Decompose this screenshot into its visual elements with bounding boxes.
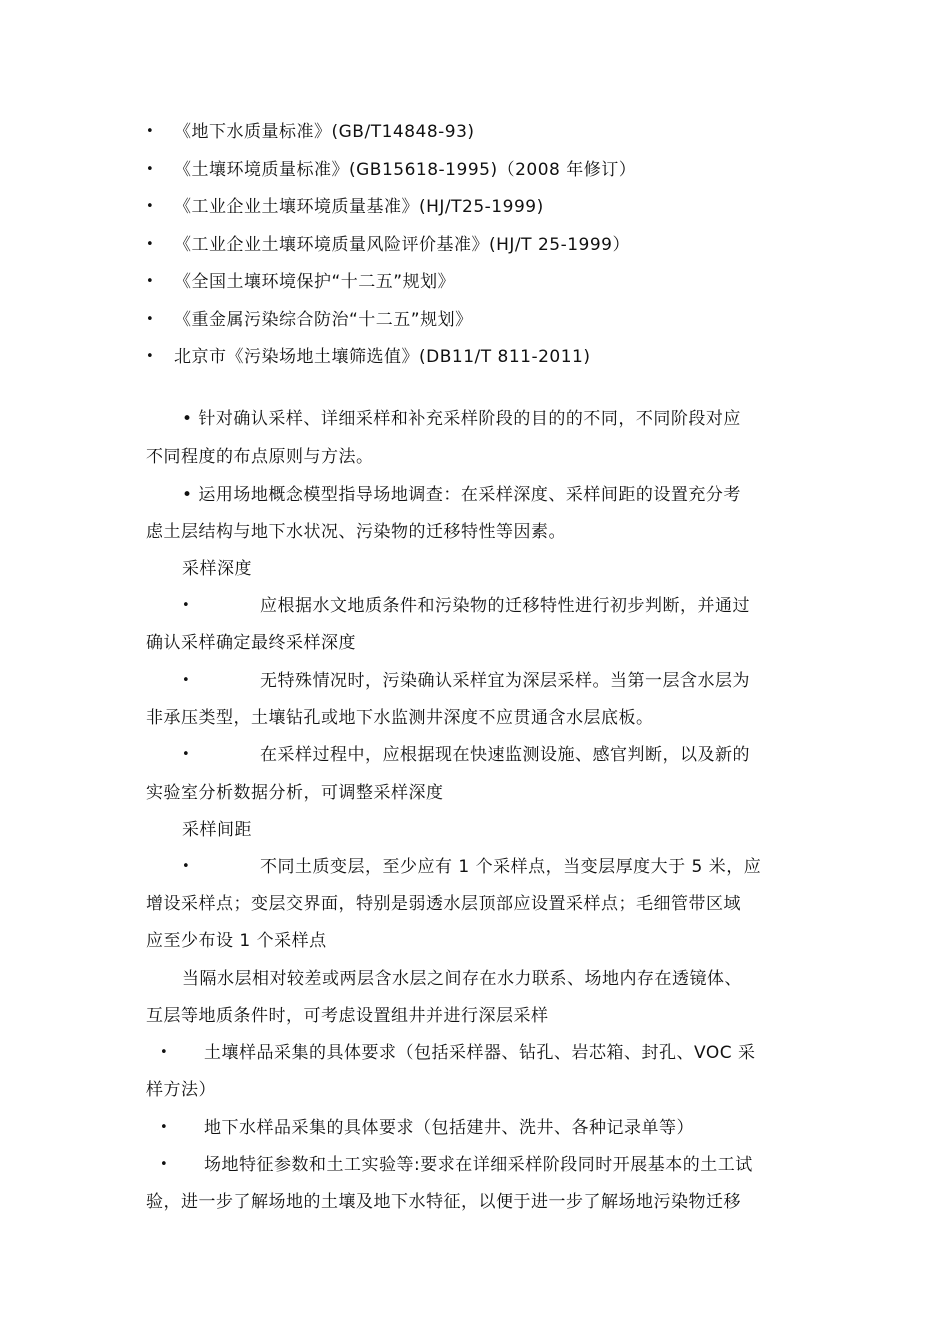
- paragraph-line: 应至少布设 1 个采样点: [146, 931, 327, 951]
- paragraph-line: 验，进一步了解场地的土壤及地下水特征，以便于进一步了解场地污染物迁移: [146, 1192, 741, 1212]
- req-bullet: •: [160, 1120, 168, 1135]
- ref-bullet: •: [146, 349, 154, 364]
- ref-bullet: •: [146, 162, 154, 177]
- paragraph-line: 增设采样点；变层交界面，特别是弱透水层顶部应设置采样点；毛细管带区域: [146, 894, 741, 914]
- req-bullet: •: [160, 1045, 168, 1060]
- depth-bullet: •: [182, 747, 190, 762]
- paragraph-line: • 针对确认采样、详细采样和补充采样阶段的目的的不同，不同阶段对应: [182, 409, 741, 429]
- ref-item: 北京市《污染场地土壤筛选值》(DB11/T 811-2011): [174, 347, 591, 367]
- paragraph-line: 当隔水层相对较差或两层含水层之间存在水力联系、场地内存在透镜体、: [182, 969, 742, 989]
- paragraph-line: 地下水样品采集的具体要求（包括建井、洗井、各种记录单等）: [204, 1118, 694, 1138]
- paragraph-line: • 运用场地概念模型指导场地调查：在采样深度、采样间距的设置充分考: [182, 485, 741, 505]
- ref-item: 《地下水质量标准》(GB/T14848-93): [174, 122, 475, 142]
- ref-bullet: •: [146, 312, 154, 327]
- paragraph-line: 确认采样确定最终采样深度: [146, 633, 356, 653]
- paragraph-line: 不同程度的布点原则与方法。: [146, 447, 374, 467]
- section-heading-depth: 采样深度: [182, 559, 252, 579]
- ref-item: 《全国土壤环境保护“十二五”规划》: [174, 272, 456, 292]
- paragraph-line: 在采样过程中，应根据现在快速监测设施、感官判断，以及新的: [260, 745, 750, 765]
- paragraph-line: 互层等地质条件时，可考虑设置组井并进行深层采样: [146, 1006, 549, 1026]
- paragraph-line: 无特殊情况时，污染确认采样宜为深层采样。当第一层含水层为: [260, 671, 750, 691]
- depth-bullet: •: [182, 598, 190, 613]
- paragraph-line: 虑土层结构与地下水状况、污染物的迁移特性等因素。: [146, 522, 566, 542]
- ref-bullet: •: [146, 237, 154, 252]
- paragraph-line: 非承压类型，土壤钻孔或地下水监测井深度不应贯通含水层底板。: [146, 708, 654, 728]
- section-heading-spacing: 采样间距: [182, 820, 252, 840]
- paragraph-line: 实验室分析数据分析，可调整采样深度: [146, 783, 444, 803]
- ref-item: 《土壤环境质量标准》(GB15618-1995)（2008 年修订）: [174, 160, 637, 180]
- ref-item: 《工业企业土壤环境质量风险评价基准》(HJ/T 25-1999）: [174, 235, 630, 255]
- paragraph-line: 不同土质变层，至少应有 1 个采样点，当变层厚度大于 5 米，应: [260, 857, 762, 877]
- depth-bullet: •: [182, 673, 190, 688]
- ref-item: 《工业企业土壤环境质量基准》(HJ/T25-1999): [174, 197, 544, 217]
- paragraph-line: 土壤样品采集的具体要求（包括采样器、钻孔、岩芯箱、封孔、VOC 采: [204, 1043, 756, 1063]
- req-bullet: •: [160, 1157, 168, 1172]
- ref-bullet: •: [146, 274, 154, 289]
- paragraph-line: 应根据水文地质条件和污染物的迁移特性进行初步判断，并通过: [260, 596, 750, 616]
- paragraph-line: 场地特征参数和土工实验等:要求在详细采样阶段同时开展基本的土工试: [204, 1155, 753, 1175]
- ref-bullet: •: [146, 124, 154, 139]
- paragraph-line: 样方法）: [146, 1080, 216, 1100]
- ref-bullet: •: [146, 199, 154, 214]
- spacing-bullet: •: [182, 859, 190, 874]
- ref-item: 《重金属污染综合防治“十二五”规划》: [174, 310, 473, 330]
